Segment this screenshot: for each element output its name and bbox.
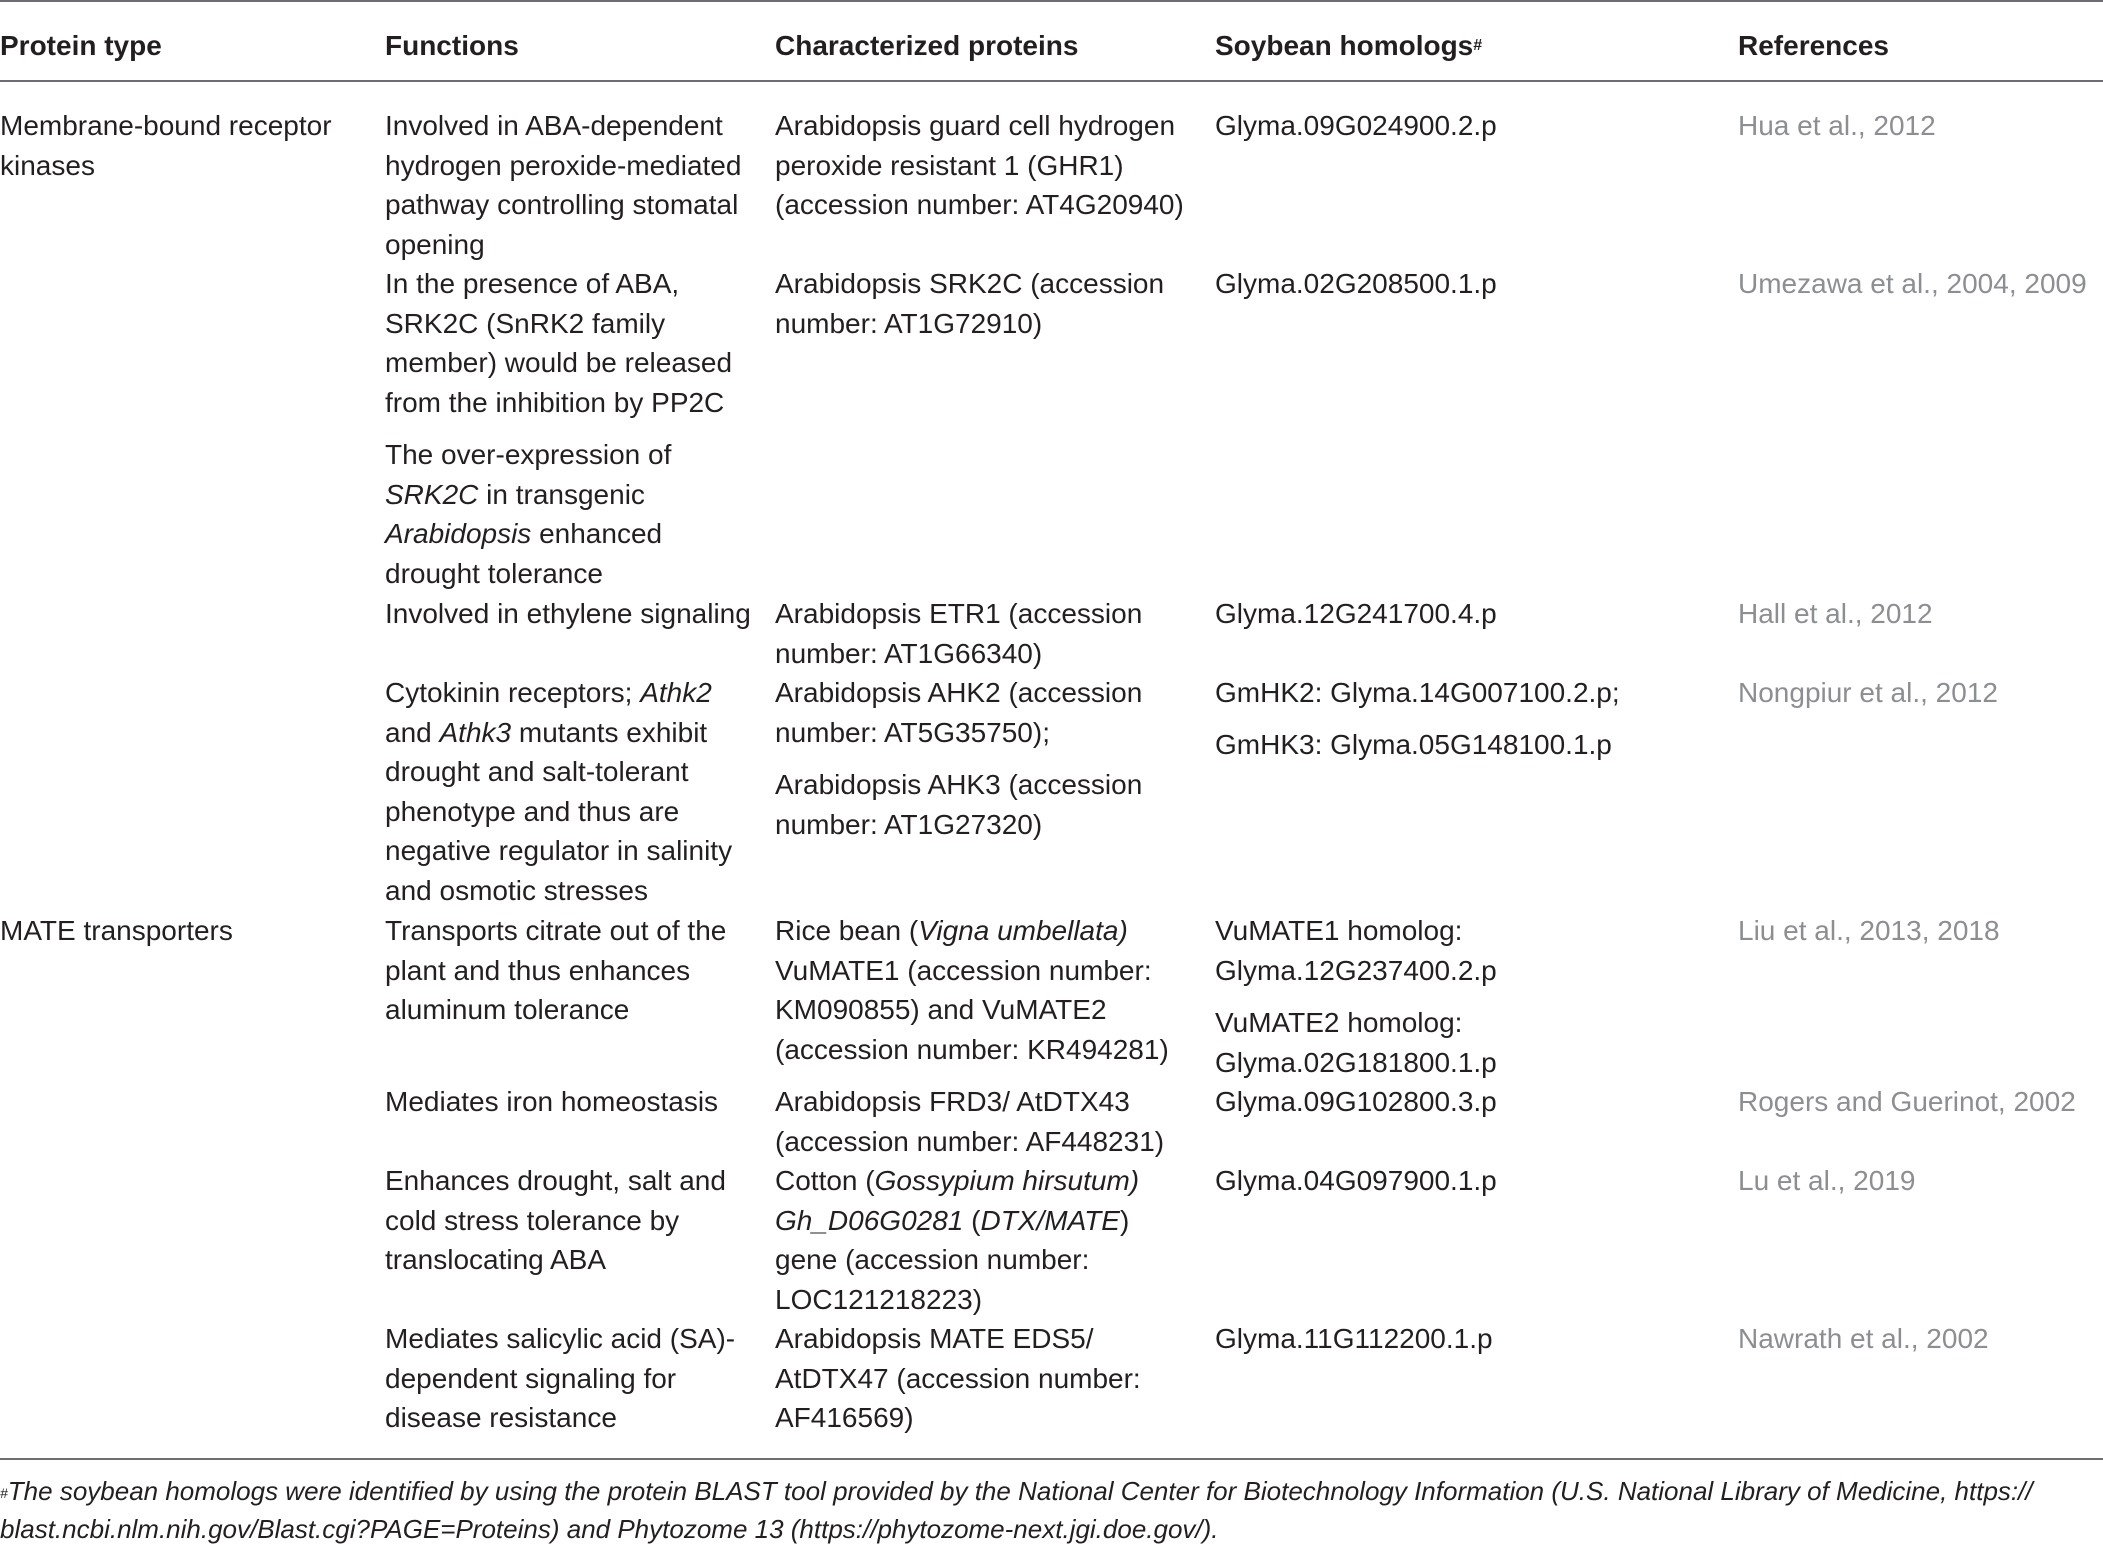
row1-homologs: Glyma.09G024900.2.p (1215, 110, 1497, 141)
footnote-mark: # (1473, 37, 1483, 54)
row8-reference: Nawrath et al., 2002 (1738, 1323, 1989, 1354)
row6-proteins: Arabidopsis FRD3/ AtDTX43 (accession number: AF448231) (775, 1086, 1165, 1157)
row8-homologs: Glyma.11G112200.1.p (1215, 1323, 1493, 1354)
header-characterized-proteins: Characterized proteins (775, 30, 1079, 61)
row6-homologs: Glyma.09G102800.3.p (1215, 1086, 1497, 1117)
row3-proteins: Arabidopsis ETR1 (accession number: AT1G66340) (775, 598, 1143, 669)
row1-functions: Involved in ABA-dependent hydrogen peroxide-mediated pathway controlling stomatal opening (385, 110, 742, 260)
row2-homologs: Glyma.02G208500.1.p (1215, 268, 1497, 299)
row8-proteins: Arabidopsis MATE EDS5/ AtDTX47 (accession number: AF416569) (775, 1323, 1141, 1434)
row6-reference: Rogers and Guerinot, 2002 (1738, 1086, 2076, 1117)
row4-proteins-a: Arabidopsis AHK2 (accession number: AT5G35750); (775, 677, 1143, 748)
header-rule (0, 80, 2103, 82)
row2-functions-a: In the presence of ABA, SRK2C (SnRK2 family member) would be released from the inhibition by PP2C (385, 268, 733, 418)
row8-functions: Mediates salicylic acid (SA)- dependent signaling for disease resistance (385, 1323, 736, 1434)
row1-reference: Hua et al., 2012 (1738, 110, 1936, 141)
header-soybean-homologs: Soybean homologs# (1215, 30, 1483, 61)
row4-proteins-b: Arabidopsis AHK3 (accession number: AT1G27320) (775, 769, 1143, 840)
row5-proteins: Rice bean (Vigna umbellata) VuMATE1 (accession number: KM090855) and VuMATE2 (accession number: KR494281) (775, 915, 1169, 1065)
row7-homologs: Glyma.04G097900.1.p (1215, 1165, 1497, 1196)
row7-reference: Lu et al., 2019 (1738, 1165, 1916, 1196)
row3-homologs: Glyma.12G241700.4.p (1215, 598, 1497, 629)
header-protein-type: Protein type (0, 30, 162, 61)
row4-reference: Nongpiur et al., 2012 (1738, 677, 1998, 708)
row7-functions: Enhances drought, salt and cold stress tolerance by translocating ABA (385, 1165, 726, 1276)
table-bottom-rule (0, 1458, 2103, 1460)
row4-homologs-b: GmHK3: Glyma.05G148100.1.p (1215, 729, 1612, 760)
table-top-rule (0, 0, 2103, 2)
row3-functions: Involved in ethylene signaling (385, 598, 751, 629)
footnote-symbol: # (0, 1485, 8, 1501)
row3-reference: Hall et al., 2012 (1738, 598, 1933, 629)
row7-proteins: Cotton (Gossypium hirsutum) Gh_D06G0281 (DTX/MATE) gene (accession number: LOC121218223) (775, 1165, 1140, 1315)
row2-proteins: Arabidopsis SRK2C (accession number: AT1G72910) (775, 268, 1165, 339)
row5-protein-type: MATE transporters (0, 915, 233, 946)
row5-reference: Liu et al., 2013, 2018 (1738, 915, 2000, 946)
table-footnote: #The soybean homologs were identified by using the protein BLAST tool provided by the National Center for Biotechnology Information (U.S. National Library of Medicine, https:// blast.ncbi.nlm.nih.gov/Blast.cgi?PAGE=Proteins) and Phytozome 13 (https://phytozome-next.jgi.doe.gov/). (0, 1476, 2033, 1544)
row6-functions: Mediates iron homeostasis (385, 1086, 719, 1117)
row5-functions: Transports citrate out of the plant and thus enhances aluminum tolerance (385, 915, 727, 1026)
row4-homologs-a: GmHK2: Glyma.14G007100.2.p; (1215, 677, 1620, 708)
row1-proteins: Arabidopsis guard cell hydrogen peroxide resistant 1 (GHR1) (accession number: AT4G20940) (775, 110, 1184, 221)
header-functions: Functions (385, 30, 519, 61)
header-references: References (1738, 30, 1889, 61)
row2-functions-b: The over-expression of SRK2C in transgenic Arabidopsis enhanced drought tolerance (385, 439, 672, 589)
row5-homologs-b: VuMATE2 homolog: Glyma.02G181800.1.p (1215, 1007, 1497, 1078)
row5-homologs-a: VuMATE1 homolog: Glyma.12G237400.2.p (1215, 915, 1497, 986)
row2-reference: Umezawa et al., 2004, 2009 (1738, 268, 2087, 299)
row4-functions: Cytokinin receptors; Athk2 and Athk3 mutants exhibit drought and salt-tolerant phenotype and thus are negative regulator in salinity and osmotic stresses (385, 677, 733, 906)
row1-protein-type: Membrane-bound receptor kinases (0, 110, 332, 181)
